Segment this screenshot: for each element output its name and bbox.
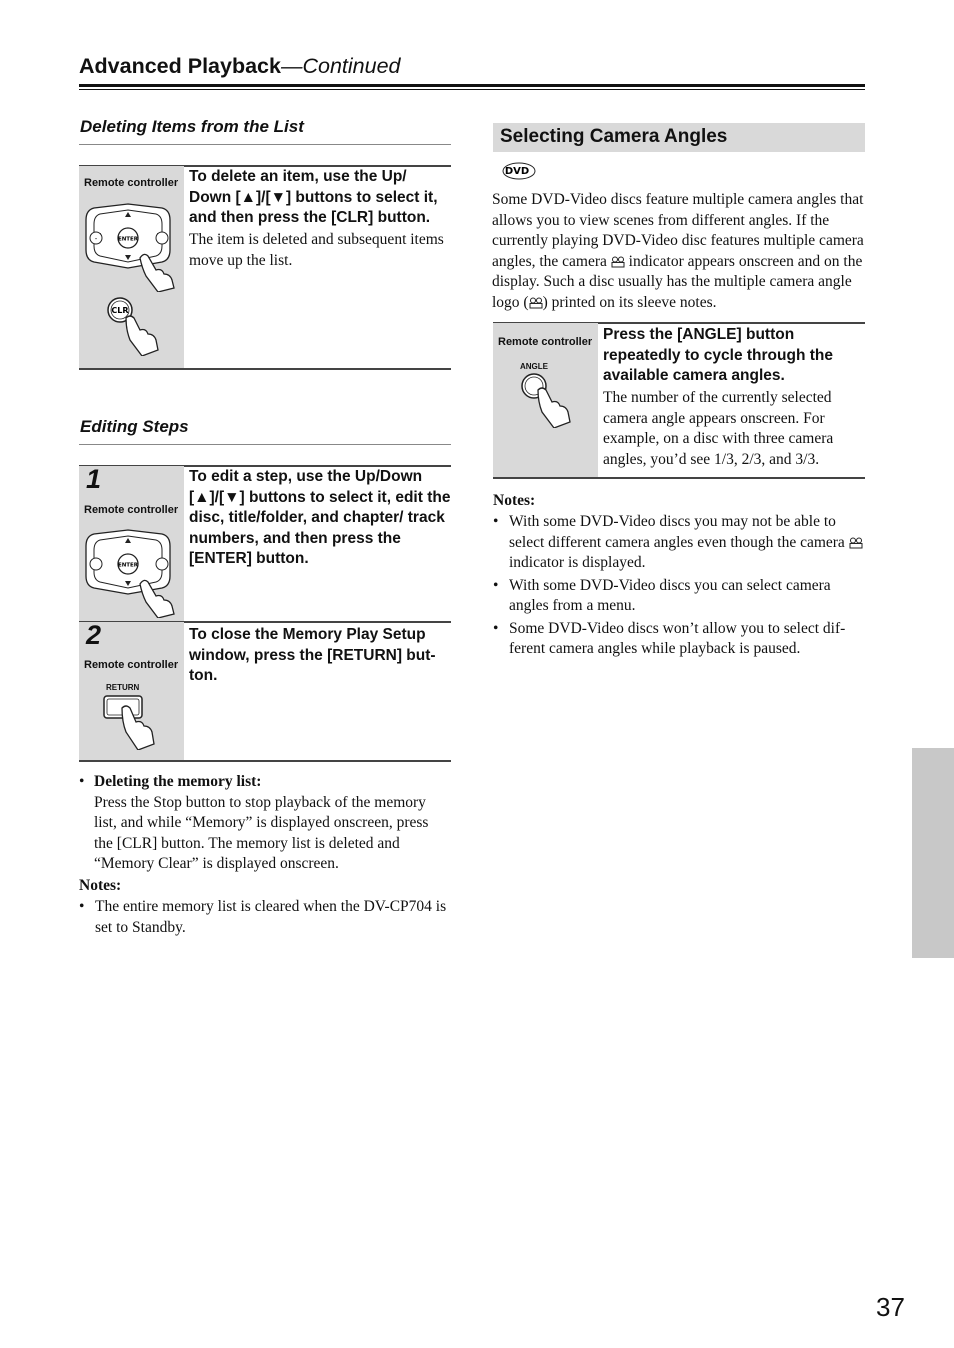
deleting-heading: Deleting Items from the List [80, 117, 304, 136]
return-button-icon [102, 694, 162, 750]
delete-instruction-body: The item is deleted and subsequent items move up the list. [189, 231, 444, 269]
editing-heading-rule [79, 444, 451, 445]
right-note-item: • With some DVD-Video discs you can select camera angles from a menu. [493, 576, 867, 617]
header-rule-thick [79, 84, 865, 87]
deleting-heading-rule [79, 144, 451, 145]
angle-instruction-bold: Press the [ANGLE] button repeatedly to cycle through the available camera angles. [603, 326, 833, 384]
clr-button-icon [104, 296, 160, 356]
svg-text:-: - [94, 235, 98, 243]
editing-heading: Editing Steps [80, 417, 189, 436]
memory-list-title: Deleting the memory list: [94, 773, 262, 790]
left-notes-list [79, 897, 451, 940]
step2-remote-label: Remote controller [84, 659, 179, 671]
camera-intro-part1: Some DVD-Video discs feature multiple camera angles that allows you to view scenes from different angles. If the currently playing DVD-Video disc features multiple camera angles, the camera [492, 191, 864, 270]
delete-remote-label: Remote controller [84, 177, 179, 189]
delete-box-bottom-rule [79, 368, 451, 370]
camera-indicator-icon [849, 537, 863, 549]
step1-instruction: To edit a step, use the Up/Down [▲]/[▼] buttons to select it, edit the disc, title/folder, and chapter/ track numbers, and then press the [ENTER] button. [189, 468, 451, 567]
step1-dpad-enter-icon [84, 522, 182, 618]
page-number: 37 [876, 1292, 905, 1322]
camera-heading: Selecting Camera Angles [500, 126, 728, 147]
right-notes-list [493, 512, 867, 662]
right-notes-title: Notes: [493, 492, 536, 509]
svg-text:ENTER: ENTER [117, 236, 139, 243]
left-notes-title: Notes: [79, 877, 122, 894]
angle-box-bottom-rule [493, 477, 865, 479]
right-note-item: • With some DVD-Video discs you may not be able to select different camera angles even though the camera indicator is displayed. [493, 512, 867, 574]
angle-instruction-body: The number of the currently selected camera angle appears onscreen. For example, on a disc with three camera angles, you’d see 1/3, 2/3, and 3/3. [603, 389, 834, 468]
angle-remote-label: Remote controller [498, 336, 593, 348]
side-tab [912, 748, 954, 958]
header-continued-text: —Continued [280, 54, 401, 78]
memory-list-body: Press the Stop button to stop playback of the memory list, and while “Memory” is displayed onscreen, press the [CLR] button. The memory list is deleted and “Memory Clear” is displayed onscreen. [94, 793, 429, 872]
camera-intro-paragraph [492, 190, 864, 313]
return-button-label: RETURN [106, 683, 140, 692]
memory-list-bullet: • Deleting the memory list: Press the Stop button to stop playback of the memory list, and while “Memory” is displayed onscreen, press the [CLR] button. The memory list is deleted and “Memory Clear” is displayed onscreen. [79, 773, 429, 872]
page-header-title [79, 54, 401, 79]
angle-button-label: ANGLE [520, 362, 548, 371]
camera-angle-logo-icon [529, 297, 543, 309]
step1-number: 1 [86, 464, 102, 494]
delete-instruction-bold: To delete an item, use the Up/ Down [▲]/[▼] buttons to select it, and then press the [CLR] button. [189, 168, 438, 226]
step1-remote-label: Remote controller [84, 504, 179, 516]
camera-intro-part3: ) printed on its sleeve notes. [542, 293, 717, 311]
svg-text:DVD: DVD [504, 166, 530, 177]
camera-intro-part2: indicator appears onscreen and on the display. Such a disc usually has the multiple camera angle logo ( [492, 252, 863, 311]
angle-button-icon [516, 372, 576, 428]
svg-text:CLR: CLR [111, 306, 129, 315]
header-rule-thin [79, 89, 865, 90]
left-note-item: • The entire memory list is cleared when the DV-CP704 is set to Standby. [79, 897, 451, 938]
dpad-enter-remote-icon [84, 196, 182, 292]
svg-text:ENTER: ENTER [117, 562, 139, 569]
right-note-item: • Some DVD-Video discs won’t allow you to select dif-ferent camera angles while playback is paused. [493, 619, 867, 660]
dvd-disc-icon [501, 160, 539, 182]
step2-instruction: To close the Memory Play Setup window, press the [RETURN] but-ton. [189, 626, 436, 684]
step2-number: 2 [86, 620, 102, 650]
camera-angle-icon [611, 256, 625, 268]
step2-bottom-rule [79, 760, 451, 762]
header-title-text: Advanced Playback [79, 54, 281, 78]
